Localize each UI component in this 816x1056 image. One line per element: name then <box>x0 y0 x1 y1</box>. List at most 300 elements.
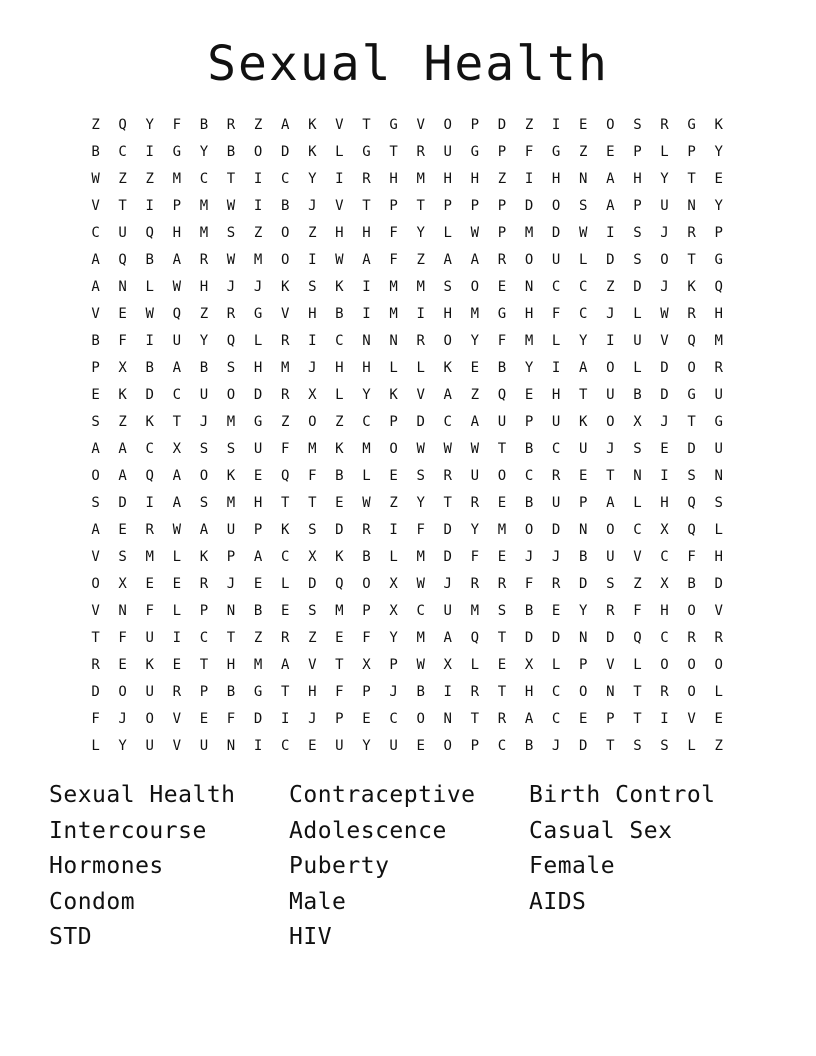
grid-letter: N <box>443 711 452 727</box>
grid-letter: S <box>308 603 317 619</box>
word-bank-item: Birth Control <box>529 782 716 808</box>
grid-letter: U <box>145 630 154 646</box>
grid-letter: J <box>389 684 398 700</box>
grid-letter: Y <box>199 333 209 349</box>
grid-letter: E <box>497 657 507 673</box>
grid-letter: B <box>226 144 236 160</box>
grid-letter: X <box>308 387 317 403</box>
grid-letter: R <box>416 144 425 160</box>
grid-letter: P <box>633 144 642 160</box>
grid-row <box>82 625 734 652</box>
grid-letter: W <box>416 441 425 457</box>
grid-letter: Q <box>118 252 127 268</box>
grid-letter: F <box>172 117 182 133</box>
grid-letter: C <box>443 414 452 430</box>
grid-letter: D <box>660 360 669 376</box>
grid-letter: M <box>226 495 236 511</box>
grid-letter: W <box>226 198 236 214</box>
grid-letter: C <box>579 279 588 295</box>
grid-letter: M <box>714 333 723 349</box>
grid-letter: X <box>389 603 398 619</box>
word-bank-item: Sexual Health <box>49 782 236 808</box>
grid-letter: M <box>253 657 263 673</box>
grid-letter: H <box>362 360 371 376</box>
grid-letter: H <box>226 657 236 673</box>
grid-letter: H <box>551 387 561 403</box>
grid-letter: F <box>524 576 534 592</box>
grid-letter: T <box>497 684 507 700</box>
grid-letter: J <box>660 279 669 295</box>
grid-letter: M <box>253 252 263 268</box>
grid-letter: B <box>280 198 290 214</box>
grid-letter: M <box>226 414 236 430</box>
grid-letter: E <box>172 657 182 673</box>
grid-letter: N <box>579 171 588 187</box>
grid-letter: R <box>226 306 236 322</box>
grid-letter: N <box>118 603 127 619</box>
grid-letter: K <box>145 414 154 430</box>
grid-letter: Q <box>687 522 696 538</box>
grid-letter: D <box>551 630 561 646</box>
grid-letter: O <box>524 252 534 268</box>
grid-letter: R <box>443 468 452 484</box>
grid-letter: D <box>91 684 100 700</box>
grid-letter: A <box>118 468 127 484</box>
grid-letter: E <box>606 144 615 160</box>
grid-letter: Y <box>362 387 371 403</box>
grid-letter: M <box>389 279 398 295</box>
grid-letter: V <box>308 657 317 673</box>
grid-row <box>82 571 734 598</box>
grid-row <box>82 409 734 436</box>
grid-letter: W <box>660 306 669 322</box>
grid-letter: L <box>633 657 642 673</box>
word-bank <box>49 778 769 956</box>
grid-letter: S <box>633 117 642 133</box>
grid-letter: B <box>687 576 696 592</box>
grid-letter: I <box>253 738 263 754</box>
grid-letter: F <box>362 630 371 646</box>
grid-letter: H <box>660 495 669 511</box>
grid-letter: T <box>606 738 615 754</box>
grid-letter: Y <box>714 144 723 160</box>
grid-letter: L <box>551 657 561 673</box>
grid-letter: R <box>551 468 561 484</box>
grid-letter: E <box>280 603 290 619</box>
grid-letter: U <box>145 684 154 700</box>
grid-letter: Q <box>687 333 696 349</box>
grid-letter: Y <box>199 144 209 160</box>
grid-letter: A <box>172 495 182 511</box>
grid-letter: O <box>145 711 154 727</box>
grid-letter: O <box>687 360 696 376</box>
grid-letter: A <box>91 252 100 268</box>
grid-letter: T <box>172 414 182 430</box>
grid-letter: B <box>335 468 344 484</box>
grid-letter: S <box>199 495 209 511</box>
grid-letter: K <box>280 279 290 295</box>
grid-letter: L <box>253 333 263 349</box>
grid-letter: A <box>91 522 100 538</box>
grid-letter: E <box>335 630 344 646</box>
grid-letter: Q <box>497 387 507 403</box>
grid-letter: P <box>389 414 398 430</box>
grid-letter: R <box>470 495 480 511</box>
grid-letter: E <box>362 711 371 727</box>
grid-letter: I <box>660 468 669 484</box>
grid-letter: E <box>579 711 588 727</box>
grid-letter: B <box>253 603 263 619</box>
grid-letter: T <box>280 495 290 511</box>
grid-letter: F <box>118 630 127 646</box>
grid-letter: G <box>362 144 371 160</box>
grid-letter: N <box>362 333 371 349</box>
word-bank-item: AIDS <box>529 888 587 915</box>
grid-letter: X <box>524 657 534 673</box>
grid-letter: A <box>91 279 100 295</box>
grid-letter: A <box>470 252 480 268</box>
grid-letter: M <box>524 333 534 349</box>
grid-letter: J <box>308 360 317 376</box>
grid-letter: V <box>714 603 723 619</box>
grid-letter: M <box>470 603 480 619</box>
grid-letter: R <box>199 252 209 268</box>
grid-letter: F <box>687 549 696 565</box>
grid-letter: A <box>524 711 534 727</box>
grid-letter: N <box>579 522 588 538</box>
word-bank-column <box>529 778 769 956</box>
grid-letter: K <box>308 144 317 160</box>
grid-letter: F <box>551 306 561 322</box>
grid-letter: I <box>416 306 425 322</box>
grid-letter: H <box>199 279 209 295</box>
grid-letter: U <box>551 495 561 511</box>
grid-letter: S <box>91 414 100 430</box>
grid-row <box>82 490 734 517</box>
grid-letter: V <box>660 333 669 349</box>
grid-letter: B <box>497 360 507 376</box>
grid-letter: M <box>335 603 344 619</box>
grid-letter: J <box>118 711 127 727</box>
grid-letter: U <box>443 603 452 619</box>
grid-letter: R <box>687 306 696 322</box>
grid-letter: C <box>362 414 371 430</box>
grid-letter: U <box>389 738 398 754</box>
grid-letter: S <box>226 225 236 241</box>
grid-letter: W <box>362 495 371 511</box>
grid-letter: J <box>308 198 317 214</box>
grid-letter: J <box>524 549 534 565</box>
grid-letter: L <box>172 549 182 565</box>
grid-letter: E <box>118 306 127 322</box>
grid-letter: H <box>308 306 317 322</box>
grid-letter: I <box>362 279 371 295</box>
grid-letter: M <box>145 549 154 565</box>
grid-letter: T <box>226 171 236 187</box>
grid-letter: R <box>199 576 209 592</box>
page-title: Sexual Health <box>207 36 609 92</box>
grid-letter: X <box>118 576 127 592</box>
grid-letter: L <box>280 576 290 592</box>
grid-letter: O <box>687 684 696 700</box>
grid-letter: F <box>226 711 236 727</box>
grid-row <box>82 436 734 463</box>
grid-letter: F <box>389 225 398 241</box>
grid-letter: H <box>389 171 398 187</box>
grid-letter: K <box>687 279 696 295</box>
grid-letter: E <box>524 387 534 403</box>
grid-letter: P <box>579 495 588 511</box>
grid-letter: O <box>524 522 534 538</box>
word-bank-item: Puberty <box>289 853 390 879</box>
grid-letter: W <box>172 279 182 295</box>
grid-letter: V <box>416 117 425 133</box>
grid-letter: C <box>524 468 534 484</box>
grid-letter: W <box>416 576 425 592</box>
grid-letter: J <box>443 576 452 592</box>
grid-letter: B <box>416 684 425 700</box>
grid-letter: V <box>91 603 100 619</box>
grid-letter: Q <box>470 630 480 646</box>
grid-letter: R <box>714 360 723 376</box>
grid-letter: R <box>470 576 480 592</box>
grid-letter: Y <box>389 630 398 646</box>
grid-letter: Y <box>416 495 425 511</box>
grid-letter: T <box>91 630 100 646</box>
grid-letter: M <box>416 630 425 646</box>
grid-letter: I <box>660 711 669 727</box>
grid-letter: R <box>91 657 100 673</box>
grid-letter: G <box>551 144 561 160</box>
grid-letter: N <box>687 198 696 214</box>
grid-letter: Z <box>118 414 127 430</box>
grid-letter: Q <box>172 306 182 322</box>
grid-letter: Q <box>226 333 236 349</box>
grid-letter: M <box>470 306 480 322</box>
grid-letter: P <box>497 144 507 160</box>
grid-letter: O <box>660 252 669 268</box>
grid-letter: I <box>362 306 371 322</box>
word-bank-item: HIV <box>289 924 333 950</box>
grid-letter: T <box>633 684 642 700</box>
grid-letter: F <box>335 684 344 700</box>
grid-letter: C <box>280 549 290 565</box>
grid-letter: E <box>660 441 669 457</box>
grid-letter: R <box>172 684 182 700</box>
grid-letter: T <box>470 711 480 727</box>
grid-letter: D <box>416 414 425 430</box>
grid-letter: L <box>362 468 371 484</box>
grid-letter: U <box>253 441 263 457</box>
grid-row <box>82 652 734 679</box>
grid-letter: K <box>579 414 588 430</box>
grid-letter: T <box>362 117 371 133</box>
grid-row <box>82 139 734 166</box>
grid-letter: F <box>118 333 127 349</box>
grid-letter: O <box>253 144 263 160</box>
grid-row <box>82 112 734 139</box>
grid-letter: P <box>226 549 236 565</box>
grid-letter: U <box>199 387 209 403</box>
grid-letter: B <box>145 252 154 268</box>
grid-letter: T <box>335 657 344 673</box>
grid-letter: E <box>91 387 100 403</box>
word-bank-item: Intercourse <box>49 817 207 844</box>
grid-letter: Q <box>714 279 723 295</box>
grid-letter: R <box>497 576 507 592</box>
grid-letter: K <box>335 441 344 457</box>
grid-letter: S <box>308 522 317 538</box>
grid-letter: I <box>335 171 344 187</box>
grid-letter: H <box>470 171 480 187</box>
grid-letter: S <box>226 441 236 457</box>
grid-letter: R <box>497 252 507 268</box>
grid-letter: B <box>524 441 534 457</box>
grid-letter: A <box>253 549 263 565</box>
grid-letter: Q <box>335 576 344 592</box>
grid-letter: O <box>660 657 669 673</box>
grid-letter: V <box>172 711 182 727</box>
grid-letter: C <box>660 630 669 646</box>
grid-letter: R <box>497 711 507 727</box>
grid-letter: Z <box>714 738 723 754</box>
grid-letter: R <box>687 225 696 241</box>
grid-letter: P <box>470 738 480 754</box>
grid-letter: L <box>172 603 182 619</box>
grid-letter: S <box>118 549 127 565</box>
grid-letter: R <box>687 630 696 646</box>
grid-letter: T <box>308 495 317 511</box>
grid-letter: T <box>416 198 425 214</box>
grid-letter: S <box>443 279 452 295</box>
grid-letter: E <box>389 468 398 484</box>
grid-letter: Q <box>145 225 154 241</box>
grid-letter: G <box>253 414 263 430</box>
grid-letter: P <box>172 198 182 214</box>
grid-letter: P <box>633 198 642 214</box>
grid-letter: D <box>579 576 588 592</box>
grid-letter: G <box>714 252 723 268</box>
grid-letter: X <box>362 657 371 673</box>
grid-letter: J <box>551 738 561 754</box>
grid-letter: H <box>660 603 669 619</box>
grid-letter: D <box>497 117 507 133</box>
grid-letter: U <box>172 333 182 349</box>
grid-letter: F <box>633 603 642 619</box>
grid-letter: R <box>280 387 290 403</box>
grid-letter: S <box>633 225 642 241</box>
grid-letter: X <box>660 522 669 538</box>
grid-letter: I <box>253 171 263 187</box>
grid-letter: U <box>443 144 452 160</box>
grid-letter: Y <box>579 333 588 349</box>
grid-letter: G <box>497 306 507 322</box>
grid-letter: S <box>497 603 507 619</box>
grid-letter: V <box>91 198 100 214</box>
grid-letter: G <box>687 387 696 403</box>
grid-row <box>82 274 734 301</box>
grid-letter: I <box>253 198 263 214</box>
grid-letter: D <box>118 495 127 511</box>
grid-letter: E <box>714 171 723 187</box>
grid-letter: Z <box>145 171 154 187</box>
grid-letter: G <box>172 144 182 160</box>
grid-letter: J <box>660 225 669 241</box>
grid-letter: G <box>253 306 263 322</box>
grid-letter: Z <box>253 630 263 646</box>
grid-letter: S <box>199 441 209 457</box>
grid-letter: D <box>253 711 263 727</box>
grid-letter: D <box>633 279 642 295</box>
grid-letter: A <box>443 630 452 646</box>
grid-letter: A <box>118 441 127 457</box>
grid-letter: L <box>660 144 669 160</box>
grid-letter: D <box>551 522 561 538</box>
grid-letter: M <box>172 171 182 187</box>
grid-letter: D <box>606 252 615 268</box>
grid-letter: X <box>633 414 642 430</box>
grid-letter: Y <box>118 738 127 754</box>
grid-letter: R <box>660 684 669 700</box>
grid-letter: V <box>606 657 615 673</box>
grid-letter: I <box>443 684 452 700</box>
grid-letter: N <box>579 630 588 646</box>
grid-row <box>82 517 734 544</box>
grid-letter: P <box>199 684 209 700</box>
grid-letter: X <box>118 360 127 376</box>
grid-letter: D <box>335 522 344 538</box>
grid-letter: T <box>687 414 696 430</box>
grid-letter: D <box>551 225 561 241</box>
grid-letter: O <box>226 387 236 403</box>
grid-letter: H <box>172 225 182 241</box>
grid-letter: R <box>470 684 480 700</box>
grid-letter: E <box>497 549 507 565</box>
grid-letter: G <box>687 117 696 133</box>
grid-letter: U <box>497 414 507 430</box>
grid-letter: U <box>470 468 480 484</box>
grid-letter: S <box>226 360 236 376</box>
grid-row <box>82 733 734 760</box>
grid-letter: U <box>714 387 723 403</box>
grid-letter: B <box>633 387 642 403</box>
grid-letter: M <box>199 225 209 241</box>
grid-letter: T <box>280 684 290 700</box>
grid-letter: L <box>389 360 398 376</box>
grid-letter: P <box>253 522 263 538</box>
grid-letter: U <box>226 522 236 538</box>
grid-letter: H <box>362 225 371 241</box>
grid-letter: R <box>714 630 723 646</box>
grid-letter: J <box>606 441 615 457</box>
grid-letter: Y <box>714 198 723 214</box>
grid-letter: R <box>606 603 615 619</box>
grid-letter: O <box>470 279 480 295</box>
grid-letter: U <box>551 414 561 430</box>
grid-letter: O <box>389 441 398 457</box>
grid-letter: O <box>280 225 290 241</box>
grid-letter: V <box>91 549 100 565</box>
grid-letter: B <box>91 144 100 160</box>
grid-letter: C <box>579 306 588 322</box>
grid-letter: C <box>145 441 154 457</box>
grid-letter: S <box>714 495 723 511</box>
grid-letter: H <box>443 171 452 187</box>
grid-row <box>82 679 734 706</box>
grid-letter: K <box>714 117 723 133</box>
grid-letter: O <box>118 684 127 700</box>
grid-letter: C <box>551 279 561 295</box>
